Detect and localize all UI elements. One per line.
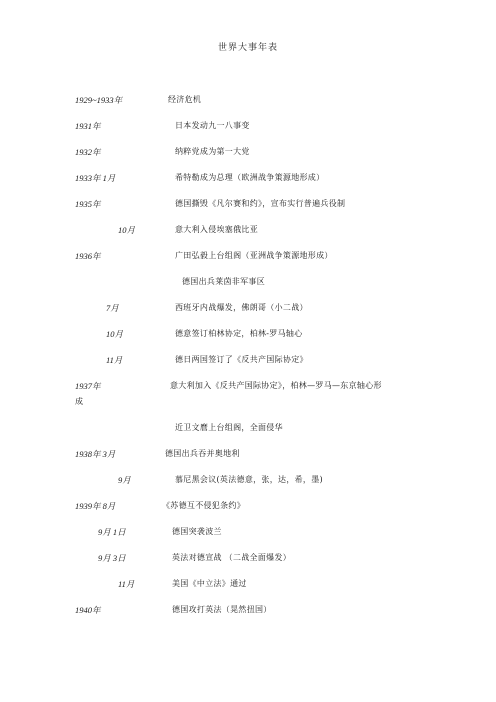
- entry-date: 1938年 3月: [75, 449, 116, 459]
- timeline-entry: [0, 302, 496, 316]
- entry-event: 德日两国签订了《反共产国际协定》: [175, 355, 308, 364]
- entry-event: 德国撕毁《凡尔赛和约》，宣布实行普遍兵役制: [175, 199, 346, 208]
- entry-event: 纳粹党成为第一大党: [175, 147, 250, 156]
- entry-date: 1931年: [75, 121, 101, 131]
- entry-event: 意大利加入《反共产国际协定》，柏林—罗马—东京轴心形: [170, 381, 382, 390]
- entry-event: 德国出兵莱茵非军事区: [182, 277, 265, 286]
- entry-date: 10月: [106, 329, 124, 339]
- entry-event: 《苏德互不侵犯条约》: [162, 501, 245, 510]
- entry-date: 1940年: [75, 605, 101, 615]
- timeline-entry: [0, 250, 496, 264]
- entry-date: 1936年: [75, 251, 101, 261]
- entry-date: 11月: [106, 355, 123, 365]
- timeline-entry-continuation: [0, 396, 496, 410]
- entry-event: 德国出兵吞并奥地利: [165, 449, 240, 458]
- entry-date: 1937年: [75, 381, 101, 391]
- entry-event: 德国突袭波兰: [172, 527, 222, 536]
- entry-event: 日本发动九一八事变: [175, 121, 250, 130]
- timeline-entry: [0, 198, 496, 212]
- entry-event: 意大利入侵埃塞俄比亚: [175, 225, 258, 234]
- entry-event: 经济危机: [168, 95, 202, 104]
- entry-event: 西班牙内战爆发，佛朗哥（小二战）: [175, 303, 308, 312]
- entry-event: 德国攻打英法（晃然扭国）: [172, 605, 272, 614]
- timeline-entry: [0, 120, 496, 134]
- timeline-entry: [0, 474, 496, 488]
- entry-date: 9月: [118, 475, 131, 485]
- timeline-entry: [0, 526, 496, 540]
- timeline-entry: [0, 448, 496, 462]
- timeline-entry: [0, 224, 496, 238]
- timeline-entry: [0, 500, 496, 514]
- timeline-entry: [0, 172, 496, 186]
- entry-event: 希特勒成为总理（欧洲战争策源地形成）: [175, 173, 325, 182]
- entry-date: 1933年 1月: [75, 173, 116, 183]
- entry-date: 1932年: [75, 147, 101, 157]
- entry-event-continuation: 成: [75, 397, 83, 406]
- entry-date: 11月: [118, 579, 135, 589]
- entry-date: 1935年: [75, 199, 101, 209]
- timeline-entry: [0, 578, 496, 592]
- entry-date: 9月 1日: [98, 527, 126, 537]
- page-title: 世界大事年表: [217, 43, 278, 53]
- timeline-entry: [0, 94, 496, 108]
- entry-date: 9月 3日: [98, 553, 126, 563]
- entry-date: 1939年 8月: [75, 501, 116, 511]
- entry-event: 慕尼黑会议(英法德意，张，达，希，墨): [175, 475, 323, 484]
- timeline-entry: [0, 146, 496, 160]
- timeline-entry: [0, 328, 496, 342]
- entry-date: 10月: [118, 225, 136, 235]
- entry-event: 德意签订柏林协定，柏林-罗马轴心: [175, 329, 303, 338]
- entry-date: 1929~1933年: [75, 95, 123, 105]
- timeline-entry: [0, 276, 496, 290]
- entry-event: 英法对德宣战 （二战全面爆发）: [172, 553, 292, 562]
- timeline-entry: [0, 422, 496, 436]
- entry-event: 美国《中立法》通过: [172, 579, 247, 588]
- timeline-entry: [0, 604, 496, 618]
- entry-event: 近卫文麿上台组阁，全面侵华: [175, 423, 283, 432]
- timeline-entry: [0, 354, 496, 368]
- entry-date: 7月: [106, 303, 119, 313]
- entry-event: 广田弘毅上台组阁（亚洲战争策源地形成）: [175, 251, 333, 260]
- timeline-entry: [0, 552, 496, 566]
- timeline-entry: [0, 380, 496, 394]
